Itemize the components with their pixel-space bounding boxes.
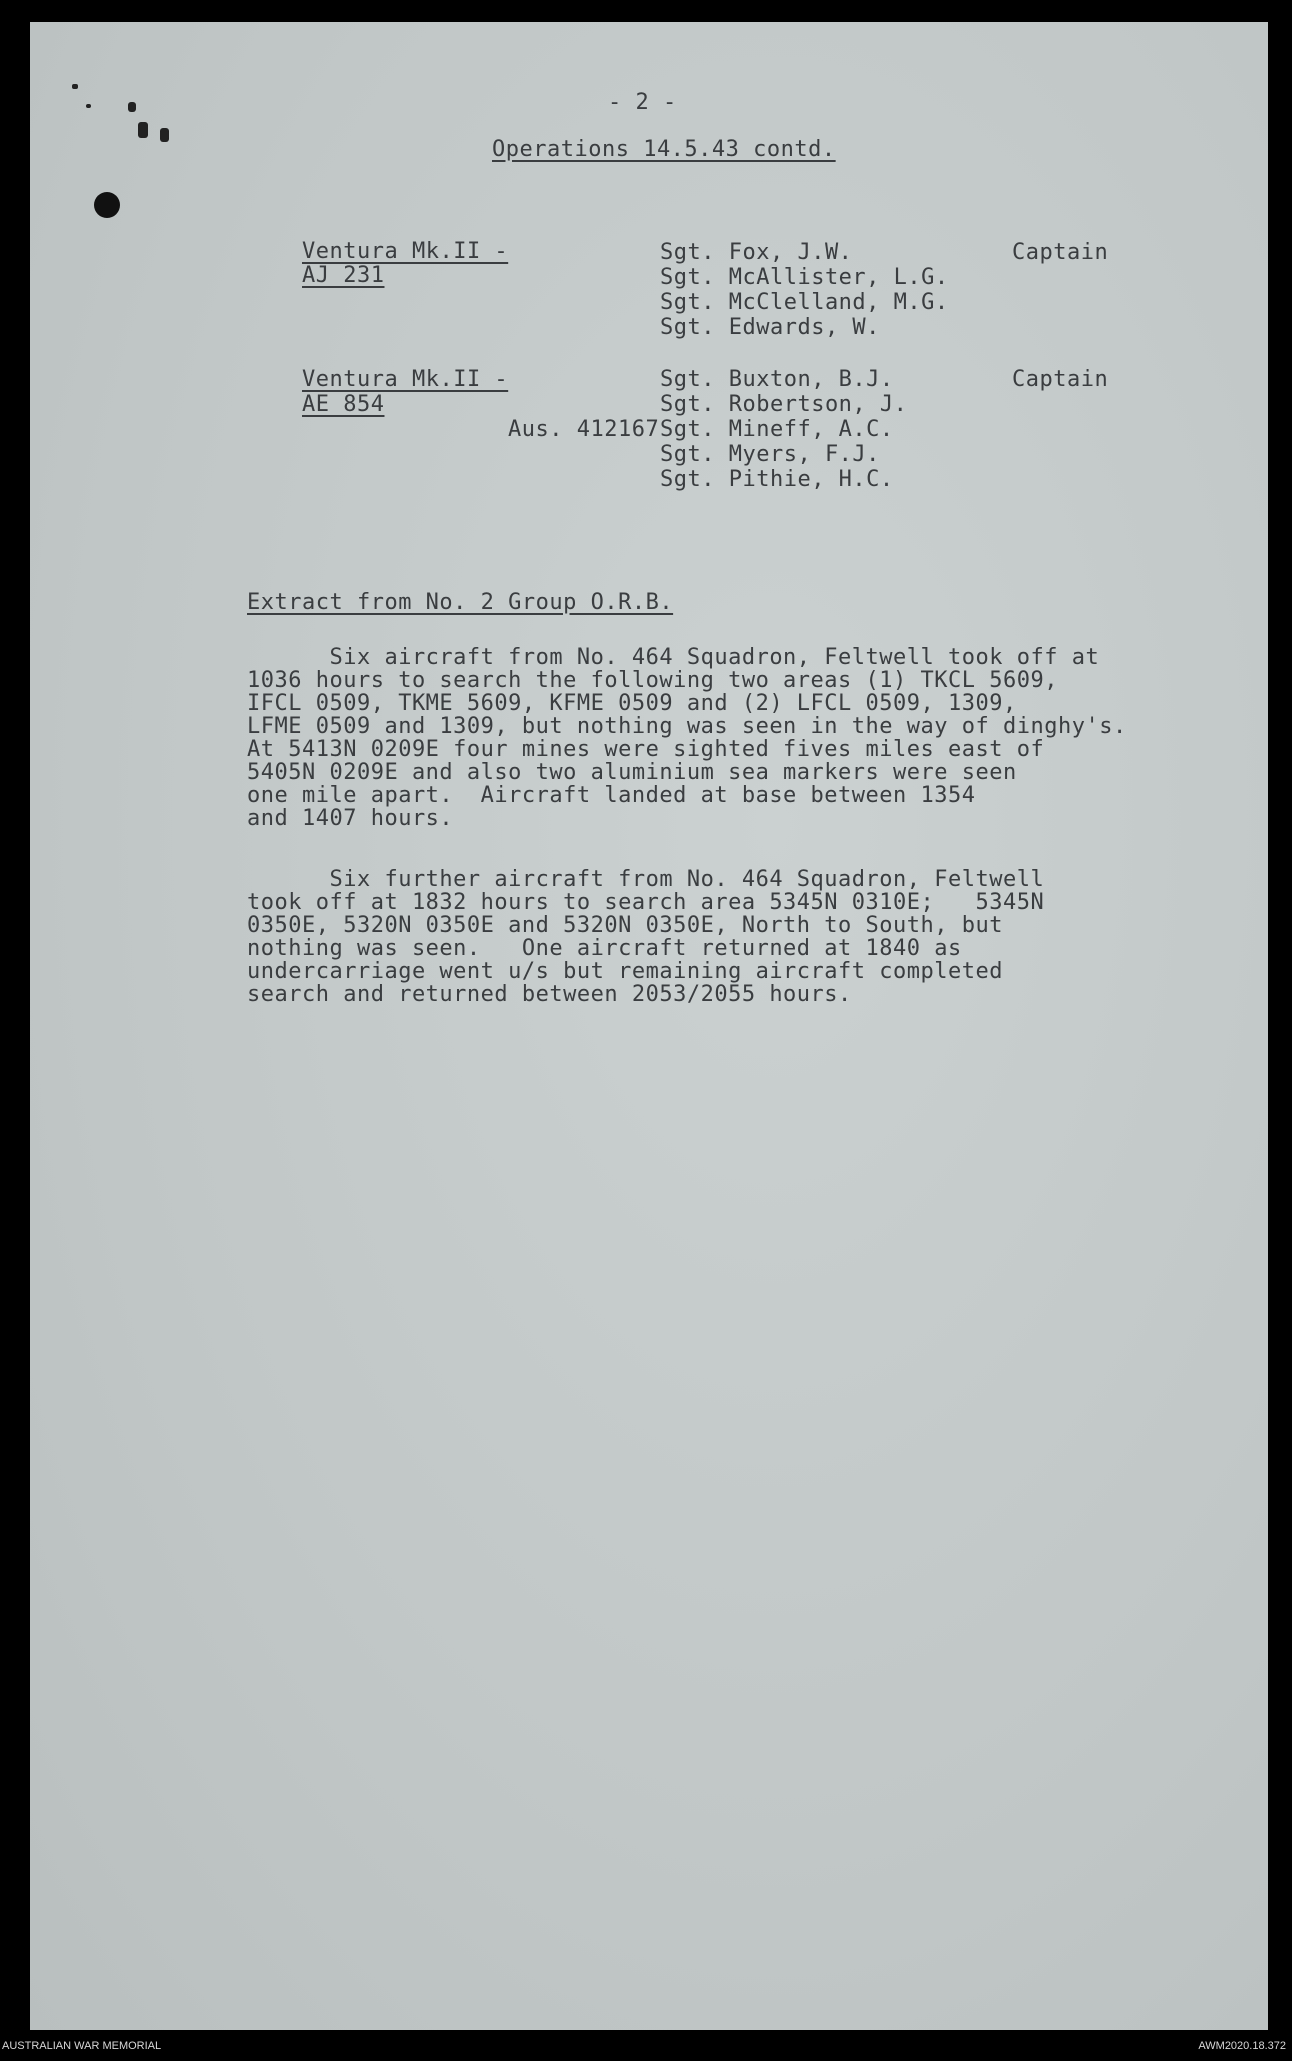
crew-member-role: Captain [1012, 367, 1109, 392]
text-line: Six aircraft from No. 464 Squadron, Feltwell took off at [247, 645, 1100, 670]
punch-hole [94, 192, 120, 218]
text-line: LFME 0509 and 1309, but nothing was seen in the way of dinghy's. [247, 714, 1127, 739]
service-number: Aus. 412167 [508, 417, 660, 442]
paper-speck [72, 84, 78, 89]
text-line: IFCL 0509, TKME 5609, KFME 0509 and (2) LFCL 0509, 1309, [247, 691, 1017, 716]
paper-speck [128, 102, 136, 112]
text-line: Six further aircraft from No. 464 Squadron, Feltwell [247, 867, 1045, 892]
text-line: 5405N 0209E and also two aluminium sea markers were seen [247, 760, 1017, 785]
text-line: nothing was seen. One aircraft returned at 1840 as [247, 936, 962, 961]
text-line: and 1407 hours. [247, 806, 454, 831]
paper-speck [138, 122, 148, 138]
text-line: 0350E, 5320N 0350E and 5320N 0350E, North to South, but [247, 913, 1003, 938]
crew-member-name: Sgt. Pithie, H.C. [660, 467, 894, 492]
extract-heading: Extract from No. 2 Group O.R.B. [247, 590, 674, 615]
aircraft-type: Ventura Mk.II - [302, 239, 509, 264]
extract-paragraph-1 [247, 646, 1227, 830]
crew-member-name: Sgt. McAllister, L.G. [660, 265, 949, 290]
text-line: took off at 1832 hours to search area 5345N 0310E; 5345N [247, 890, 1045, 915]
paper-speck [160, 128, 169, 142]
crew-member-name: Sgt. Buxton, B.J. [660, 367, 894, 392]
extract-paragraph-2 [247, 868, 1227, 1006]
aircraft-type: Ventura Mk.II - [302, 367, 509, 392]
crew-member-role: Captain [1012, 240, 1109, 265]
paper-speck [86, 104, 91, 108]
crew-member-name: Sgt. Robertson, J. [660, 392, 908, 417]
crew-member-name: Sgt. Mineff, A.C. [660, 417, 894, 442]
aircraft-serial: AJ 231 [302, 263, 385, 288]
text-line: search and returned between 2053/2055 hours. [247, 982, 852, 1007]
text-line: At 5413N 0209E four mines were sighted fives miles east of [247, 737, 1045, 762]
page-number: - 2 - [608, 90, 677, 115]
crew-member-name: Sgt. Edwards, W. [660, 315, 880, 340]
text-line: 1036 hours to search the following two areas (1) TKCL 5609, [247, 668, 1058, 693]
footer-source: AUSTRALIAN WAR MEMORIAL [2, 2040, 162, 2052]
document-page [30, 22, 1268, 2030]
aircraft-serial: AE 854 [302, 392, 385, 417]
crew-member-name: Sgt. McClelland, M.G. [660, 290, 949, 315]
crew-member-name: Sgt. Fox, J.W. [660, 240, 853, 265]
footer-accession-number: AWM2020.18.372 [1198, 2040, 1286, 2052]
crew-member-name: Sgt. Myers, F.J. [660, 442, 880, 467]
text-line: undercarriage went u/s but remaining aircraft completed [247, 959, 1003, 984]
page-title: Operations 14.5.43 contd. [492, 137, 836, 162]
text-line: one mile apart. Aircraft landed at base between 1354 [247, 783, 976, 808]
